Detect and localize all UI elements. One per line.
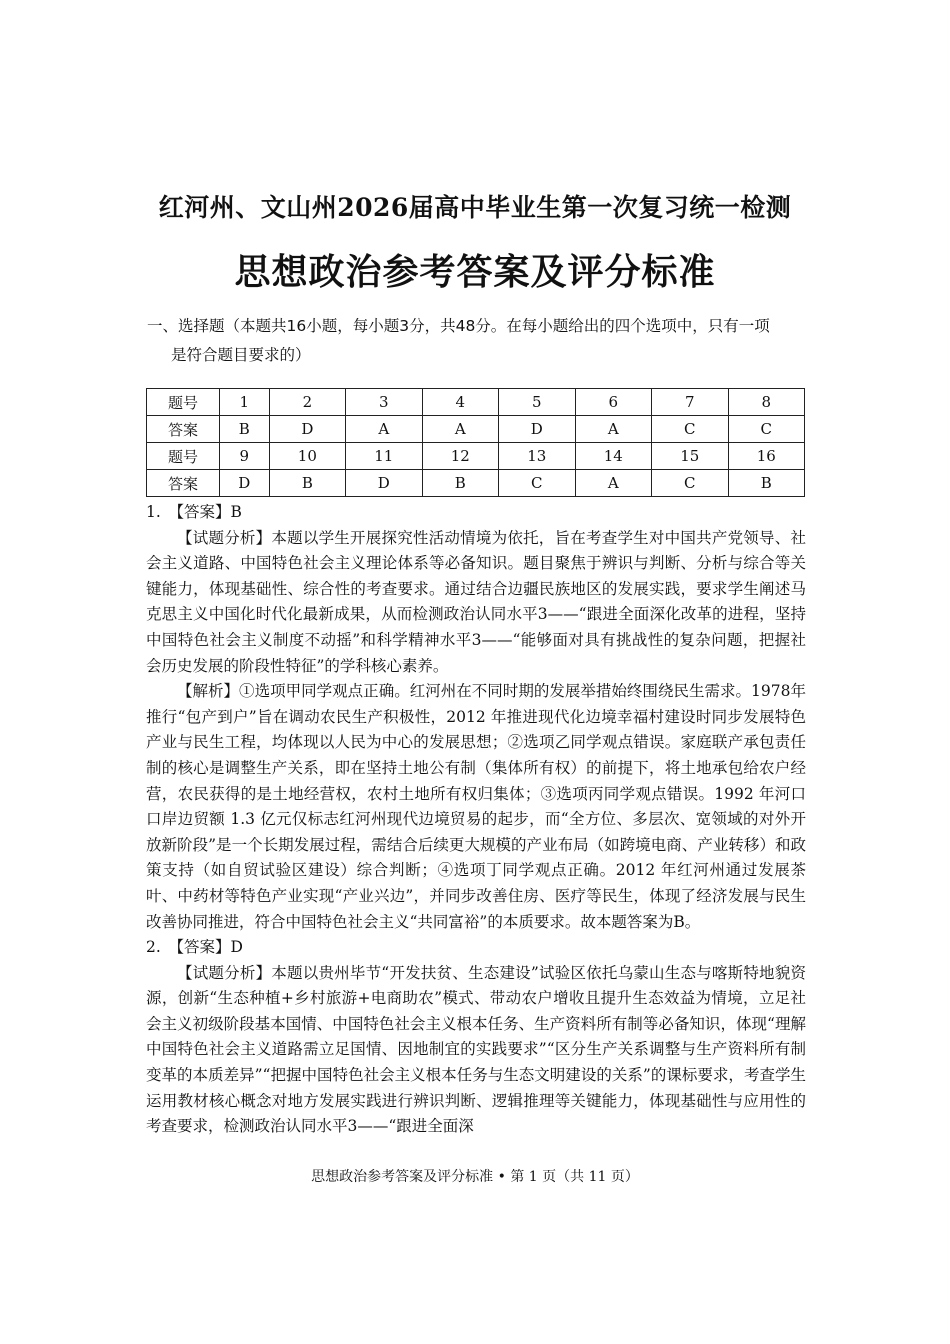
section-heading [147,312,817,370]
answer-cell: A [575,470,651,497]
answer-cell: B [728,470,805,497]
question-number-cell: 5 [499,389,575,416]
question-number-cell: 4 [422,389,498,416]
answer-table [146,388,805,497]
question-number-row-label: 题号 [147,389,220,416]
answer-row [147,470,805,497]
question-number-cell: 14 [575,443,651,470]
answer-cell: B [269,470,345,497]
question-number-cell: 13 [499,443,575,470]
question-number-cell: 2 [269,389,345,416]
question-number-cell: 12 [422,443,498,470]
q1-analysis: 【试题分析】本题以学生开展探究性活动情境为依托，旨在考查学生对中国共产党领导、社会主义道路、中国特色社会主义理论体系等必备知识。题目聚焦于辨识与判断、分析与综合等关键能力，体现基础性、综合性的考查要求。通过结合边疆民族地区的发展实践，要求学生阐述马克思主义中国化时代化最新成果，从而检测政治认同水平3——“跟进全面深化改革的进程，坚持中国特色社会主义制度不动摇”和科学精神水平3——“能够面对具有挑战性的复杂问题，把握社会历史发展的阶段性特征”的学科核心素养。 [146,528,806,675]
explanations [146,500,806,1140]
answer-cell: B [422,470,498,497]
answer-cell: C [652,470,728,497]
answer-cell: A [422,416,498,443]
answer-row-label: 答案 [147,416,220,443]
question-number-row [147,443,805,470]
answer-cell: C [652,416,728,443]
question-number-cell: 1 [220,389,270,416]
question-number-row [147,389,805,416]
q1-explanation: 【解析】①选项甲同学观点正确。红河州在不同时期的发展举措始终围绕民生需求。1978年推行“包产到户”旨在调动农民生产积极性，2012 年推进现代化边境幸福村建设时同步发展特色产业与民生工程，均体现以人民为中心的发展思想；②选项乙同学观点错误。家庭联产承包责任制的核心是调整生产关系，即在坚持土地公有制（集体所有权）的前提下，将土地承包给农户经营，农民获得的是土地经营权，农村土地所有权归集体；③选项丙同学观点错误。1992 年河口口岸边贸额 1.3 亿元仅标志红河州现代边境贸易的起步，而“全方位、多层次、宽领域的对外开放新阶段”是一个长期发展过程，需结合后续更大规模的产业布局（如跨境电商、产业转移）和政策支持（如自贸试验区建设）综合判断；④选项丁同学观点正确。2012 年红河州通过发展茶叶、中药材等特色产业实现“产业兴边”，并同步改善住房、医疗等民生，体现了经济发展与民生改善协同推进，符合中国特色社会主义“共同富裕”的本质要求。故本题答案为B。 [146,682,806,931]
answer-cell: B [220,416,270,443]
answer-cell: D [220,470,270,497]
question-number-cell: 10 [269,443,345,470]
document-subtitle: 思想政治参考答案及评分标准 [234,251,716,293]
answer-cell: D [499,416,575,443]
question-number-cell: 3 [346,389,422,416]
question-number-cell: 7 [652,389,728,416]
answer-cell: D [269,416,345,443]
q2-answer: 2. 【答案】D [146,938,243,957]
section-heading-line1: 一、选择题（本题共16小题，每小题3分，共48分。在每小题给出的四个选项中，只有一项 [147,317,770,335]
question-number-cell: 8 [728,389,805,416]
question-number-cell: 9 [220,443,270,470]
question-number-cell: 11 [346,443,422,470]
answer-cell: C [728,416,805,443]
question-number-cell: 15 [652,443,728,470]
answer-cell: C [499,470,575,497]
question-number-cell: 16 [728,443,805,470]
question-number-cell: 6 [575,389,651,416]
section-heading-line2: 是符合题目要求的） [171,346,311,364]
answer-row-label: 答案 [147,470,220,497]
answer-row [147,416,805,443]
exam-title: 红河州、文山州2026届高中毕业生第一次复习统一检测 [158,193,792,222]
page-footer: 思想政治参考答案及评分标准 • 第 1 页（共 11 页） [311,1169,639,1185]
q1-answer: 1. 【答案】B [146,503,242,521]
question-number-row-label: 题号 [147,443,220,470]
q2-analysis: 【试题分析】本题以贵州毕节“开发扶贫、生态建设”试验区依托乌蒙山生态与喀斯特地貌资源，创新“生态种植+乡村旅游+电商助农”模式、带动农户增收且提升生态效益为情境，立足社会主义初级阶段基本国情、中国特色社会主义根本任务、生产资料所有制等必备知识，体现“理解中国特色社会主义道路需立足国情、因地制宜的实践要求”“区分生产关系调整与生产资料所有制变革的本质差异”“把握中国特色社会主义根本任务与生态文明建设的关系”的课标要求，考查学生运用教材核心概念对地方发展实践进行辨识判断、逻辑推理等关键能力，体现基础性与应用性的考查要求，检测政治认同水平3——“跟进全面深 [146,963,806,1136]
answer-cell: D [346,470,422,497]
answer-cell: A [575,416,651,443]
answer-cell: A [346,416,422,443]
